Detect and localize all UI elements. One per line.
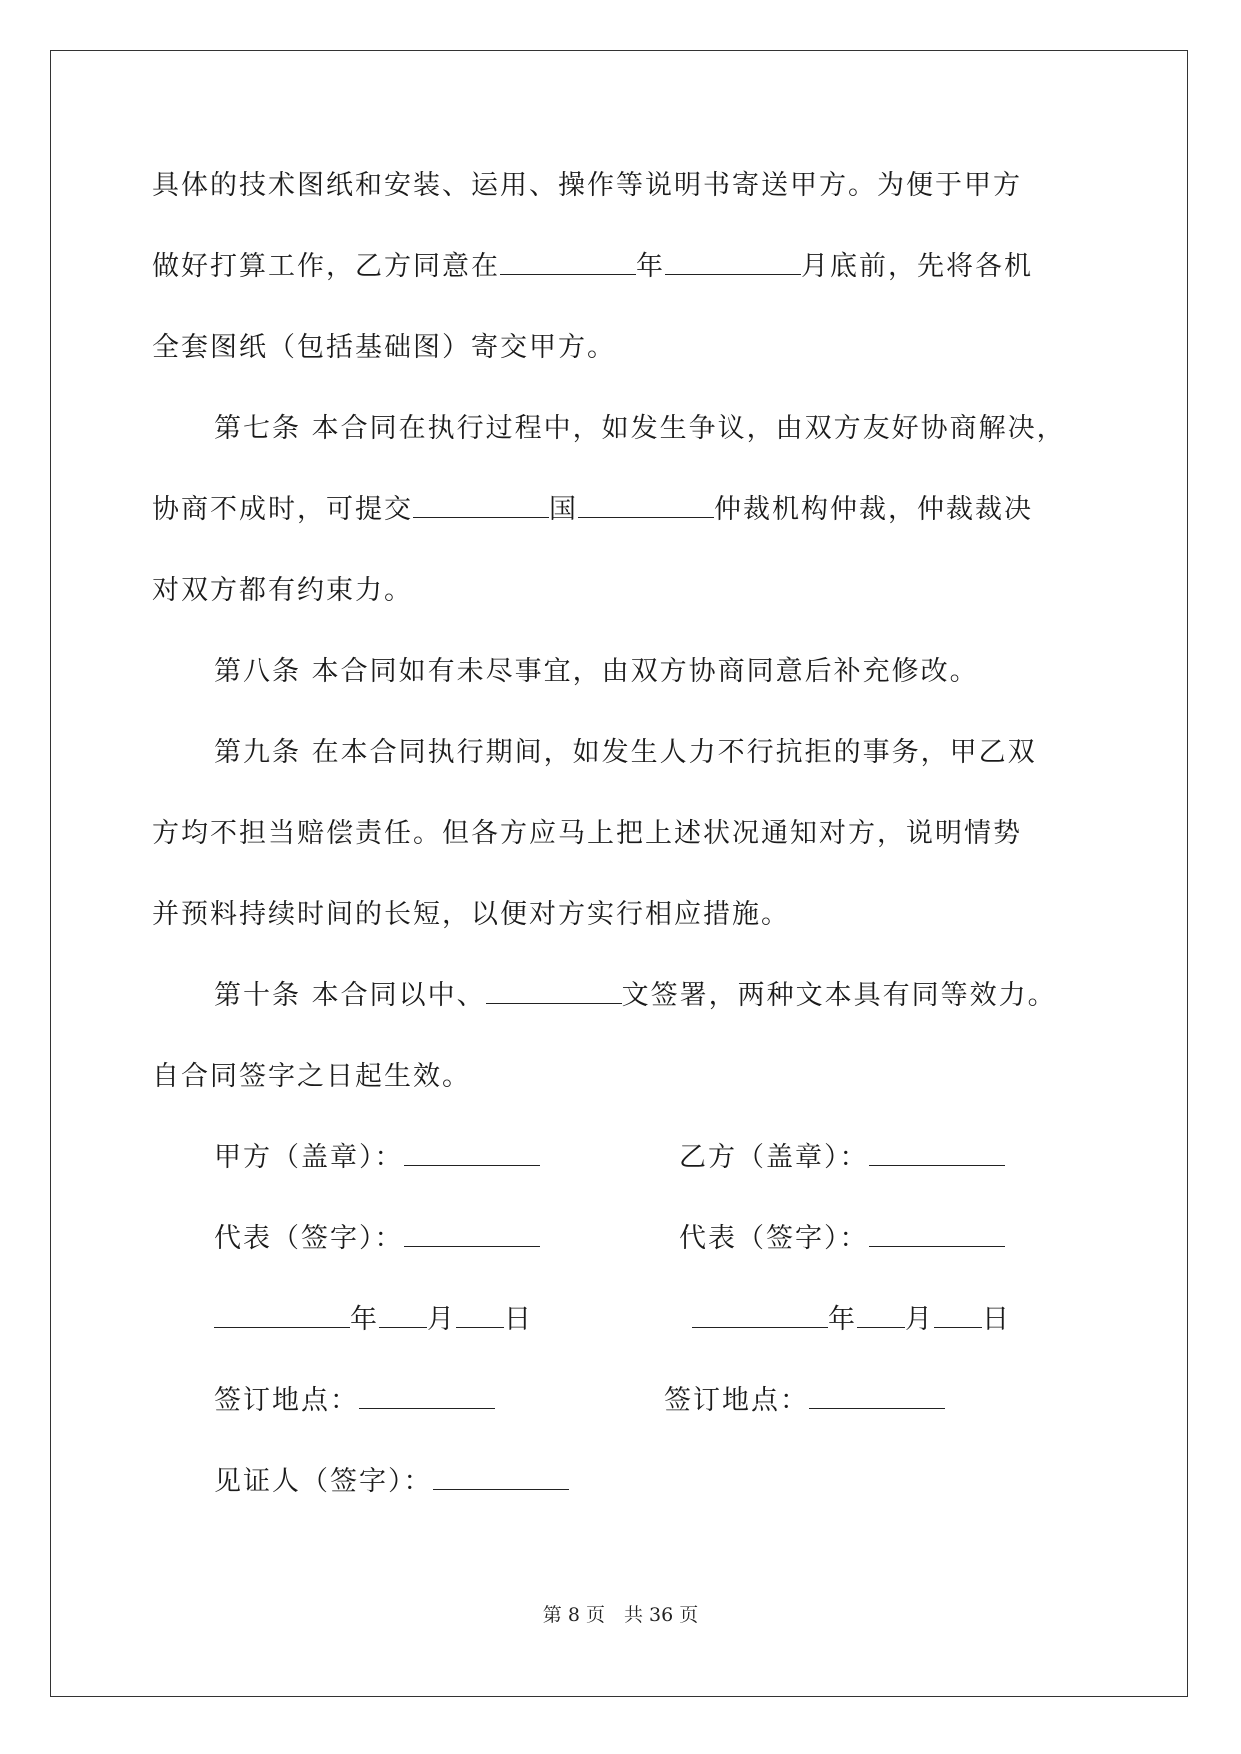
- blank-line: [809, 1386, 945, 1409]
- blank-line: [486, 981, 622, 1004]
- date-row: [152, 1297, 1112, 1378]
- seal-row: [152, 1135, 1112, 1216]
- place-b: [664, 1378, 945, 1417]
- label: 乙方（盖章）：: [679, 1142, 869, 1173]
- label: 日: [982, 1304, 1011, 1335]
- text-span: 自合同签字之日起生效。: [152, 1061, 471, 1092]
- text-line: [152, 1054, 1112, 1135]
- blank-line: [413, 495, 549, 518]
- label: 签订地点：: [664, 1385, 809, 1416]
- blank-line: [869, 1224, 1005, 1247]
- rep-a: [214, 1216, 540, 1255]
- date-b: [692, 1297, 1011, 1336]
- text-span: 第七条 本合同在执行过程中，如发生争议，由双方友好协商解决，: [214, 413, 1066, 444]
- article-9: [152, 730, 1112, 811]
- blank-line: [379, 1305, 427, 1328]
- blank-line: [578, 495, 714, 518]
- text-line: [152, 163, 1112, 244]
- rep-b: [679, 1216, 1005, 1255]
- party-a-seal: [214, 1135, 540, 1174]
- text-line: [152, 244, 1112, 325]
- blank-line: [934, 1305, 982, 1328]
- text-span: 第八条 本合同如有未尽事宜，由双方协商同意后补充修改。: [214, 656, 979, 687]
- label: 月: [427, 1304, 456, 1335]
- text-line: [152, 568, 1112, 649]
- text-span: 做好打算工作，乙方同意在: [152, 251, 500, 282]
- witness: [214, 1459, 569, 1498]
- text-span: 全套图纸（包括基础图）寄交甲方。: [152, 332, 616, 363]
- label: 签订地点：: [214, 1385, 359, 1416]
- text-span: 协商不成时，可提交: [152, 494, 413, 525]
- blank-line: [869, 1143, 1005, 1166]
- text-span: 年: [636, 251, 665, 282]
- place-a: [214, 1378, 495, 1417]
- label: 甲方（盖章）：: [214, 1142, 404, 1173]
- text-span: 对双方都有约束力。: [152, 575, 413, 606]
- label: 见证人（签字）：: [214, 1466, 433, 1497]
- article-10: [152, 973, 1112, 1054]
- blank-line: [857, 1305, 905, 1328]
- date-a: [214, 1297, 533, 1336]
- label: 月: [905, 1304, 934, 1335]
- text-line: [152, 811, 1112, 892]
- blank-line: [359, 1386, 495, 1409]
- text-span: 国: [549, 494, 578, 525]
- text-line: [152, 487, 1112, 568]
- article-7: [152, 406, 1112, 487]
- blank-line: [692, 1305, 828, 1328]
- label: 代表（签字）：: [679, 1223, 869, 1254]
- document-body: [152, 163, 1112, 1540]
- blank-line: [433, 1467, 569, 1490]
- blank-line: [500, 252, 636, 275]
- text-span: 仲裁机构仲裁，仲裁裁决: [714, 494, 1033, 525]
- text-span: 方均不担当赔偿责任。但各方应马上把上述状况通知对方，说明情势: [152, 818, 1022, 849]
- blank-line: [404, 1224, 540, 1247]
- place-row: [152, 1378, 1112, 1459]
- blank-line: [214, 1305, 350, 1328]
- text-span: 并预料持续时间的长短，以便对方实行相应措施。: [152, 899, 790, 930]
- blank-line: [456, 1305, 504, 1328]
- blank-line: [665, 252, 801, 275]
- label: 日: [504, 1304, 533, 1335]
- text-span: 第十条 本合同以中、: [214, 980, 486, 1011]
- witness-row: [152, 1459, 1112, 1540]
- article-8: [152, 649, 1112, 730]
- text-span: 月底前，先将各机: [801, 251, 1033, 282]
- text-line: [152, 892, 1112, 973]
- text-span: 文签署，两种文本具有同等效力。: [621, 980, 1057, 1011]
- text-line: [152, 325, 1112, 406]
- party-b-seal: [679, 1135, 1005, 1174]
- label: 年: [350, 1304, 379, 1335]
- text-span: 具体的技术图纸和安装、运用、操作等说明书寄送甲方。为便于甲方: [152, 170, 1022, 201]
- label: 年: [828, 1304, 857, 1335]
- text-span: 第九条 在本合同执行期间，如发生人力不行抗拒的事务，甲乙双: [214, 737, 1037, 768]
- blank-line: [404, 1143, 540, 1166]
- label: 代表（签字）：: [214, 1223, 404, 1254]
- page-footer: 第 8 页 共 36 页: [542, 1604, 699, 1626]
- rep-row: [152, 1216, 1112, 1297]
